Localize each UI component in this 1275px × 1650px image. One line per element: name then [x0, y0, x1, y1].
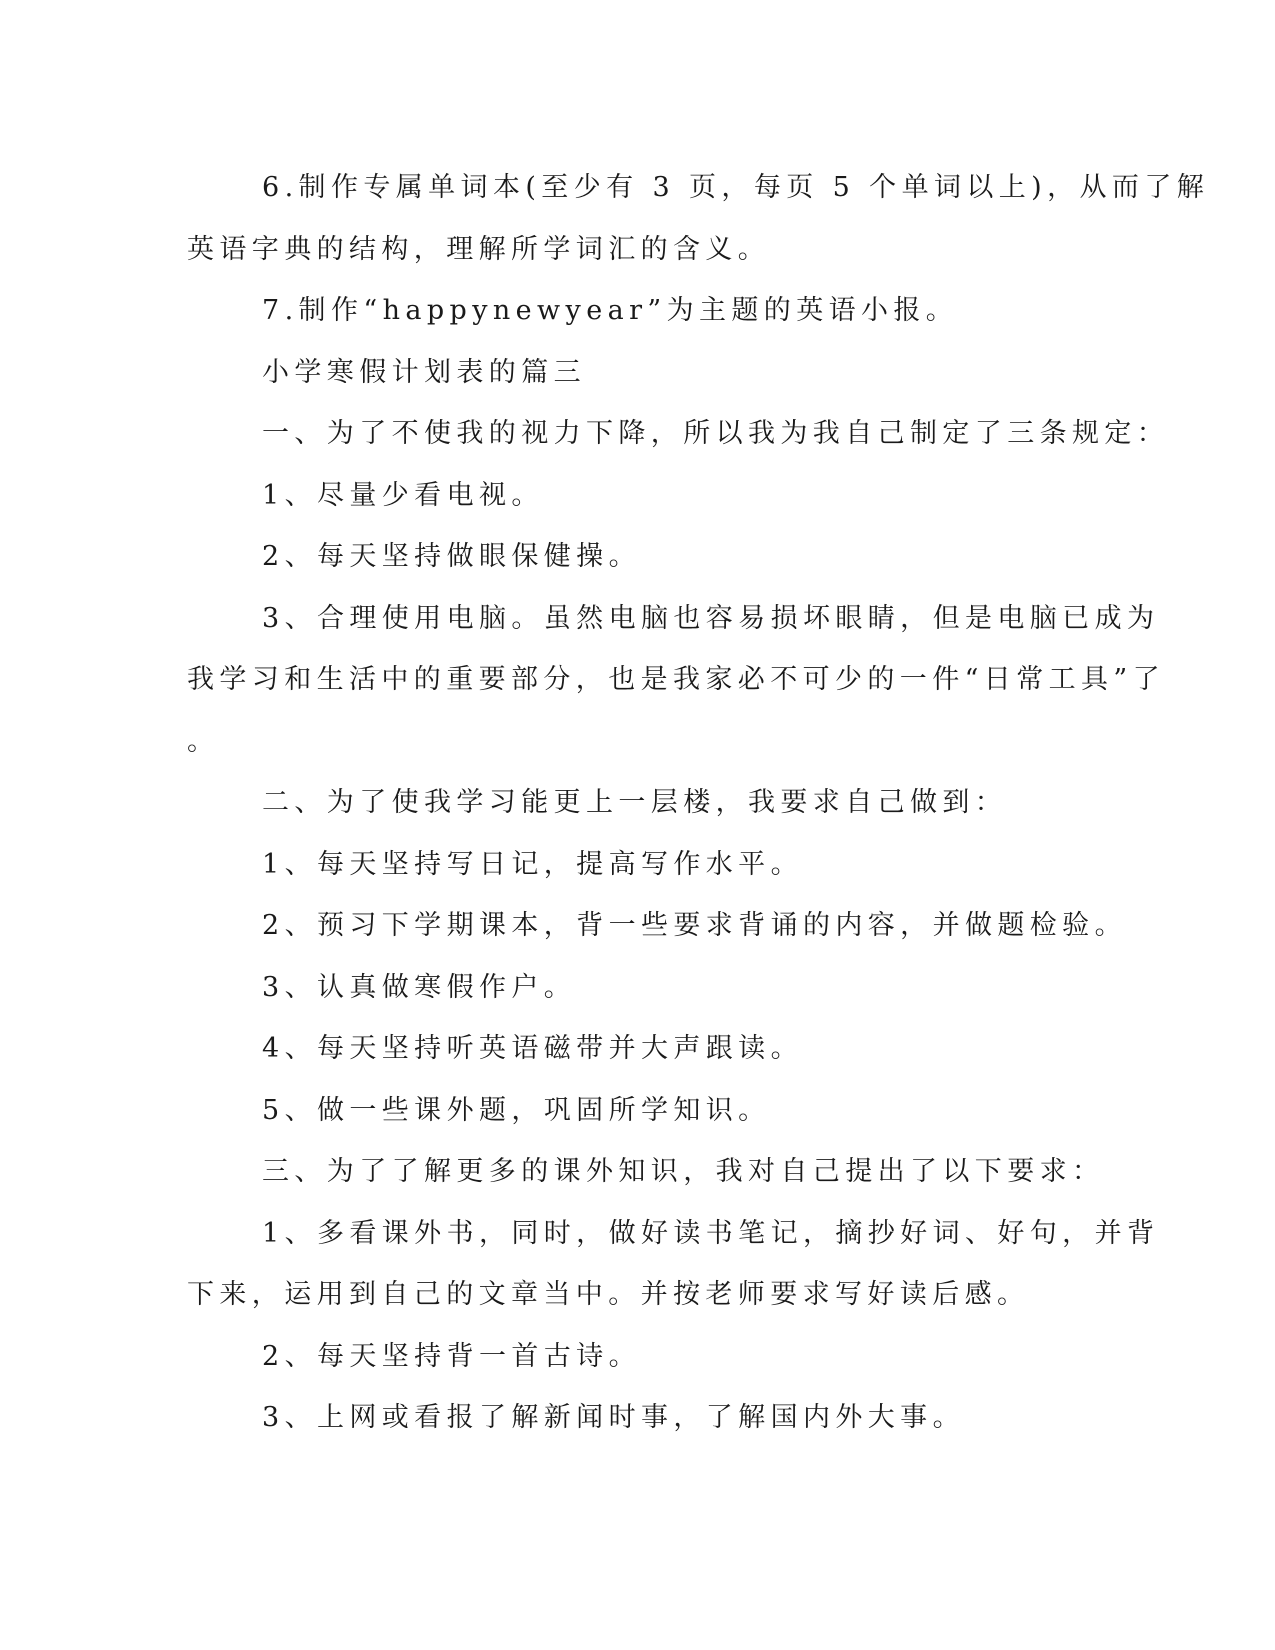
list-item: 2、每天坚持做眼保健操。: [262, 541, 641, 572]
list-item: 3、认真做寒假作户。: [262, 971, 577, 1003]
paragraph-line: 我学习和生活中的重要部分，也是我家必不可少的一件“日常工具”了: [187, 664, 1166, 695]
list-item: 1、多看课外书，同时，做好读书笔记，摘抄好词、好句，并背: [262, 1217, 1160, 1249]
list-item: 4、每天坚持听英语磁带并大声跟读。: [262, 1033, 803, 1064]
paragraph-line: 一、为了不使我的视力下降，所以我为我自己制定了三条规定：: [262, 418, 1170, 449]
list-item: 5、做一些课外题，巩固所学知识。: [262, 1094, 771, 1126]
paragraph-line: 。: [187, 725, 220, 757]
paragraph-line: 二、为了使我学习能更上一层楼，我要求自己做到：: [262, 787, 1008, 818]
list-item: 3、上网或看报了解新闻时事，了解国内外大事。: [262, 1402, 965, 1433]
paragraph-line: 6.制作专属单词本(至少有 3 页，每页 5 个单词以上)，从而了解: [262, 172, 1210, 203]
paragraph-line: 下来，运用到自己的文章当中。并按老师要求写好读后感。: [187, 1279, 1030, 1310]
list-item: 2、每天坚持背一首古诗。: [262, 1340, 641, 1372]
list-item: 1、每天坚持写日记，提高写作水平。: [262, 848, 803, 880]
paragraph-line: 英语字典的结构，理解所学词汇的含义。: [187, 233, 771, 265]
list-item: 2、预习下学期课本，背一些要求背诵的内容，并做题检验。: [262, 910, 1127, 941]
paragraph-line: 三、为了了解更多的课外知识，我对自己提出了以下要求：: [262, 1156, 1105, 1187]
list-item: 1、尽量少看电视。: [262, 479, 544, 511]
list-item: 3、合理使用电脑。虽然电脑也容易损坏眼睛，但是电脑已成为: [262, 602, 1160, 634]
paragraph-line: 7.制作“happynewyear”为主题的英语小报。: [262, 295, 959, 326]
section-heading: 小学寒假计划表的篇三: [262, 356, 586, 388]
document-body: [187, 157, 1210, 1449]
